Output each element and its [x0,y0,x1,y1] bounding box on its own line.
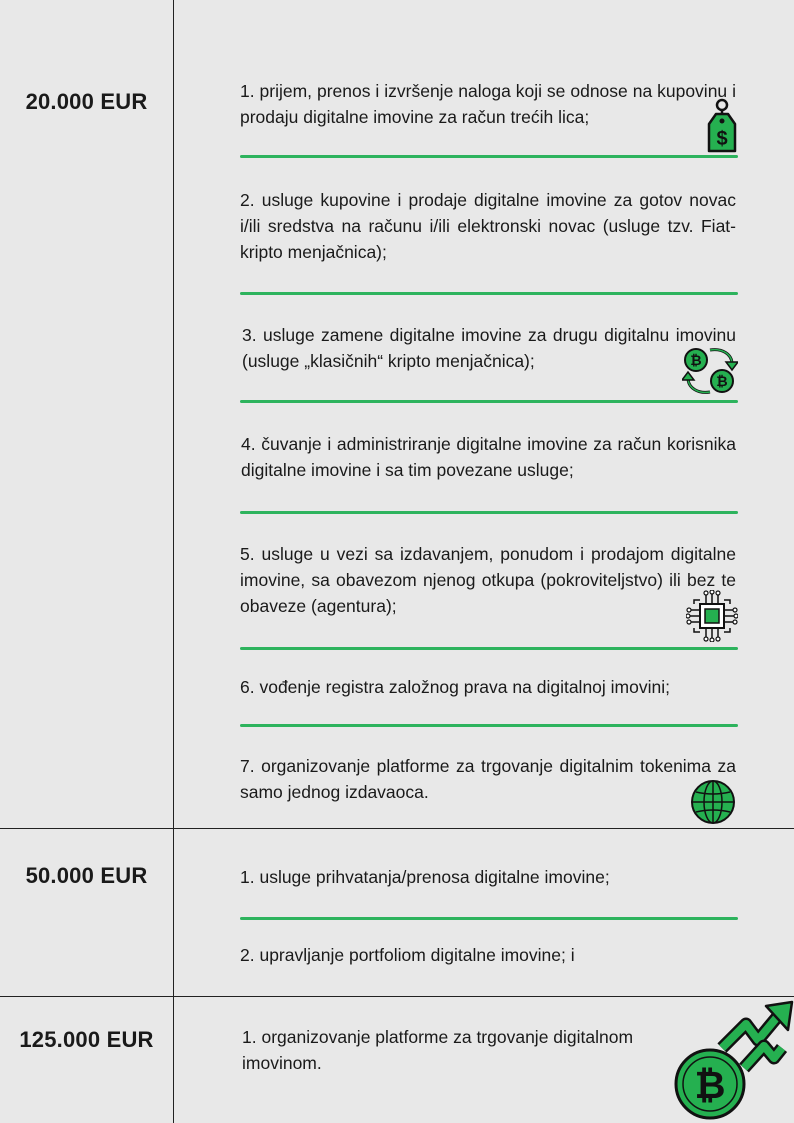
tier-amount: 20.000 EUR [25,89,148,114]
tier-divider [0,828,794,829]
globe-icon [690,779,736,825]
circuit-chip-icon [686,590,738,642]
svg-text:₿: ₿ [690,352,702,368]
list-item: 2. usluge kupovine i prodaje digitalne imovine za gotov novac i/ili sredstva na računu i/ili elektronski novac (usluge tzv. Fiat-kripto menjačnica); [240,190,736,262]
list-item: 4. čuvanje i administriranje digitalne imovine za račun korisnika digitalne imovine i sa tim povezane usluge; [241,434,736,480]
bitcoin-growth-arrow-icon [672,1000,794,1122]
svg-text:₿: ₿ [694,1065,726,1107]
list-item: 6. vođenje registra založnog prava na digitalnoj imovini; [240,677,670,697]
list-item: 1. prijem, prenos i izvršenje naloga koji se odnose na kupovinu i prodaju digitalne imovine za račun trećih lica; [240,81,736,127]
column-divider [173,0,174,1123]
tier-divider [0,996,794,997]
tier-amount: 50.000 EUR [25,863,148,888]
section-divider [240,292,738,295]
price-tag-dollar-icon [704,96,740,154]
list-item: 7. organizovanje platforme za trgovanje digitalnim tokenima za samo jednog izdavaoca. [240,756,736,802]
section-divider [240,511,738,514]
list-item: 5. usluge u vezi sa izdavanjem, ponudom i prodajom digitalne imovine, sa obavezom njenog otkupa (pokroviteljstvo) ili bez te obaveze (agentura); [240,544,736,616]
section-divider [240,400,738,403]
list-item: 1. organizovanje platforme za trgovanje digitalnom imovinom. [242,1027,634,1073]
section-divider [240,155,738,158]
tier-amount: 125.000 EUR [19,1027,154,1052]
svg-text:$: $ [716,128,728,150]
section-divider [240,724,738,727]
bitcoin-exchange-icon [682,346,738,396]
list-item: 1. usluge prihvatanja/prenosa digitalne imovine; [240,867,610,887]
section-divider [240,917,738,920]
list-item: 3. usluge zamene digitalne imovine za drugu digitalnu imovinu (usluge „klasičnih“ kripto menjačnica); [242,325,736,371]
section-divider [240,647,738,650]
svg-text:₿: ₿ [716,373,728,389]
list-item: 2. upravljanje portfoliom digitalne imovine; i [240,945,575,965]
